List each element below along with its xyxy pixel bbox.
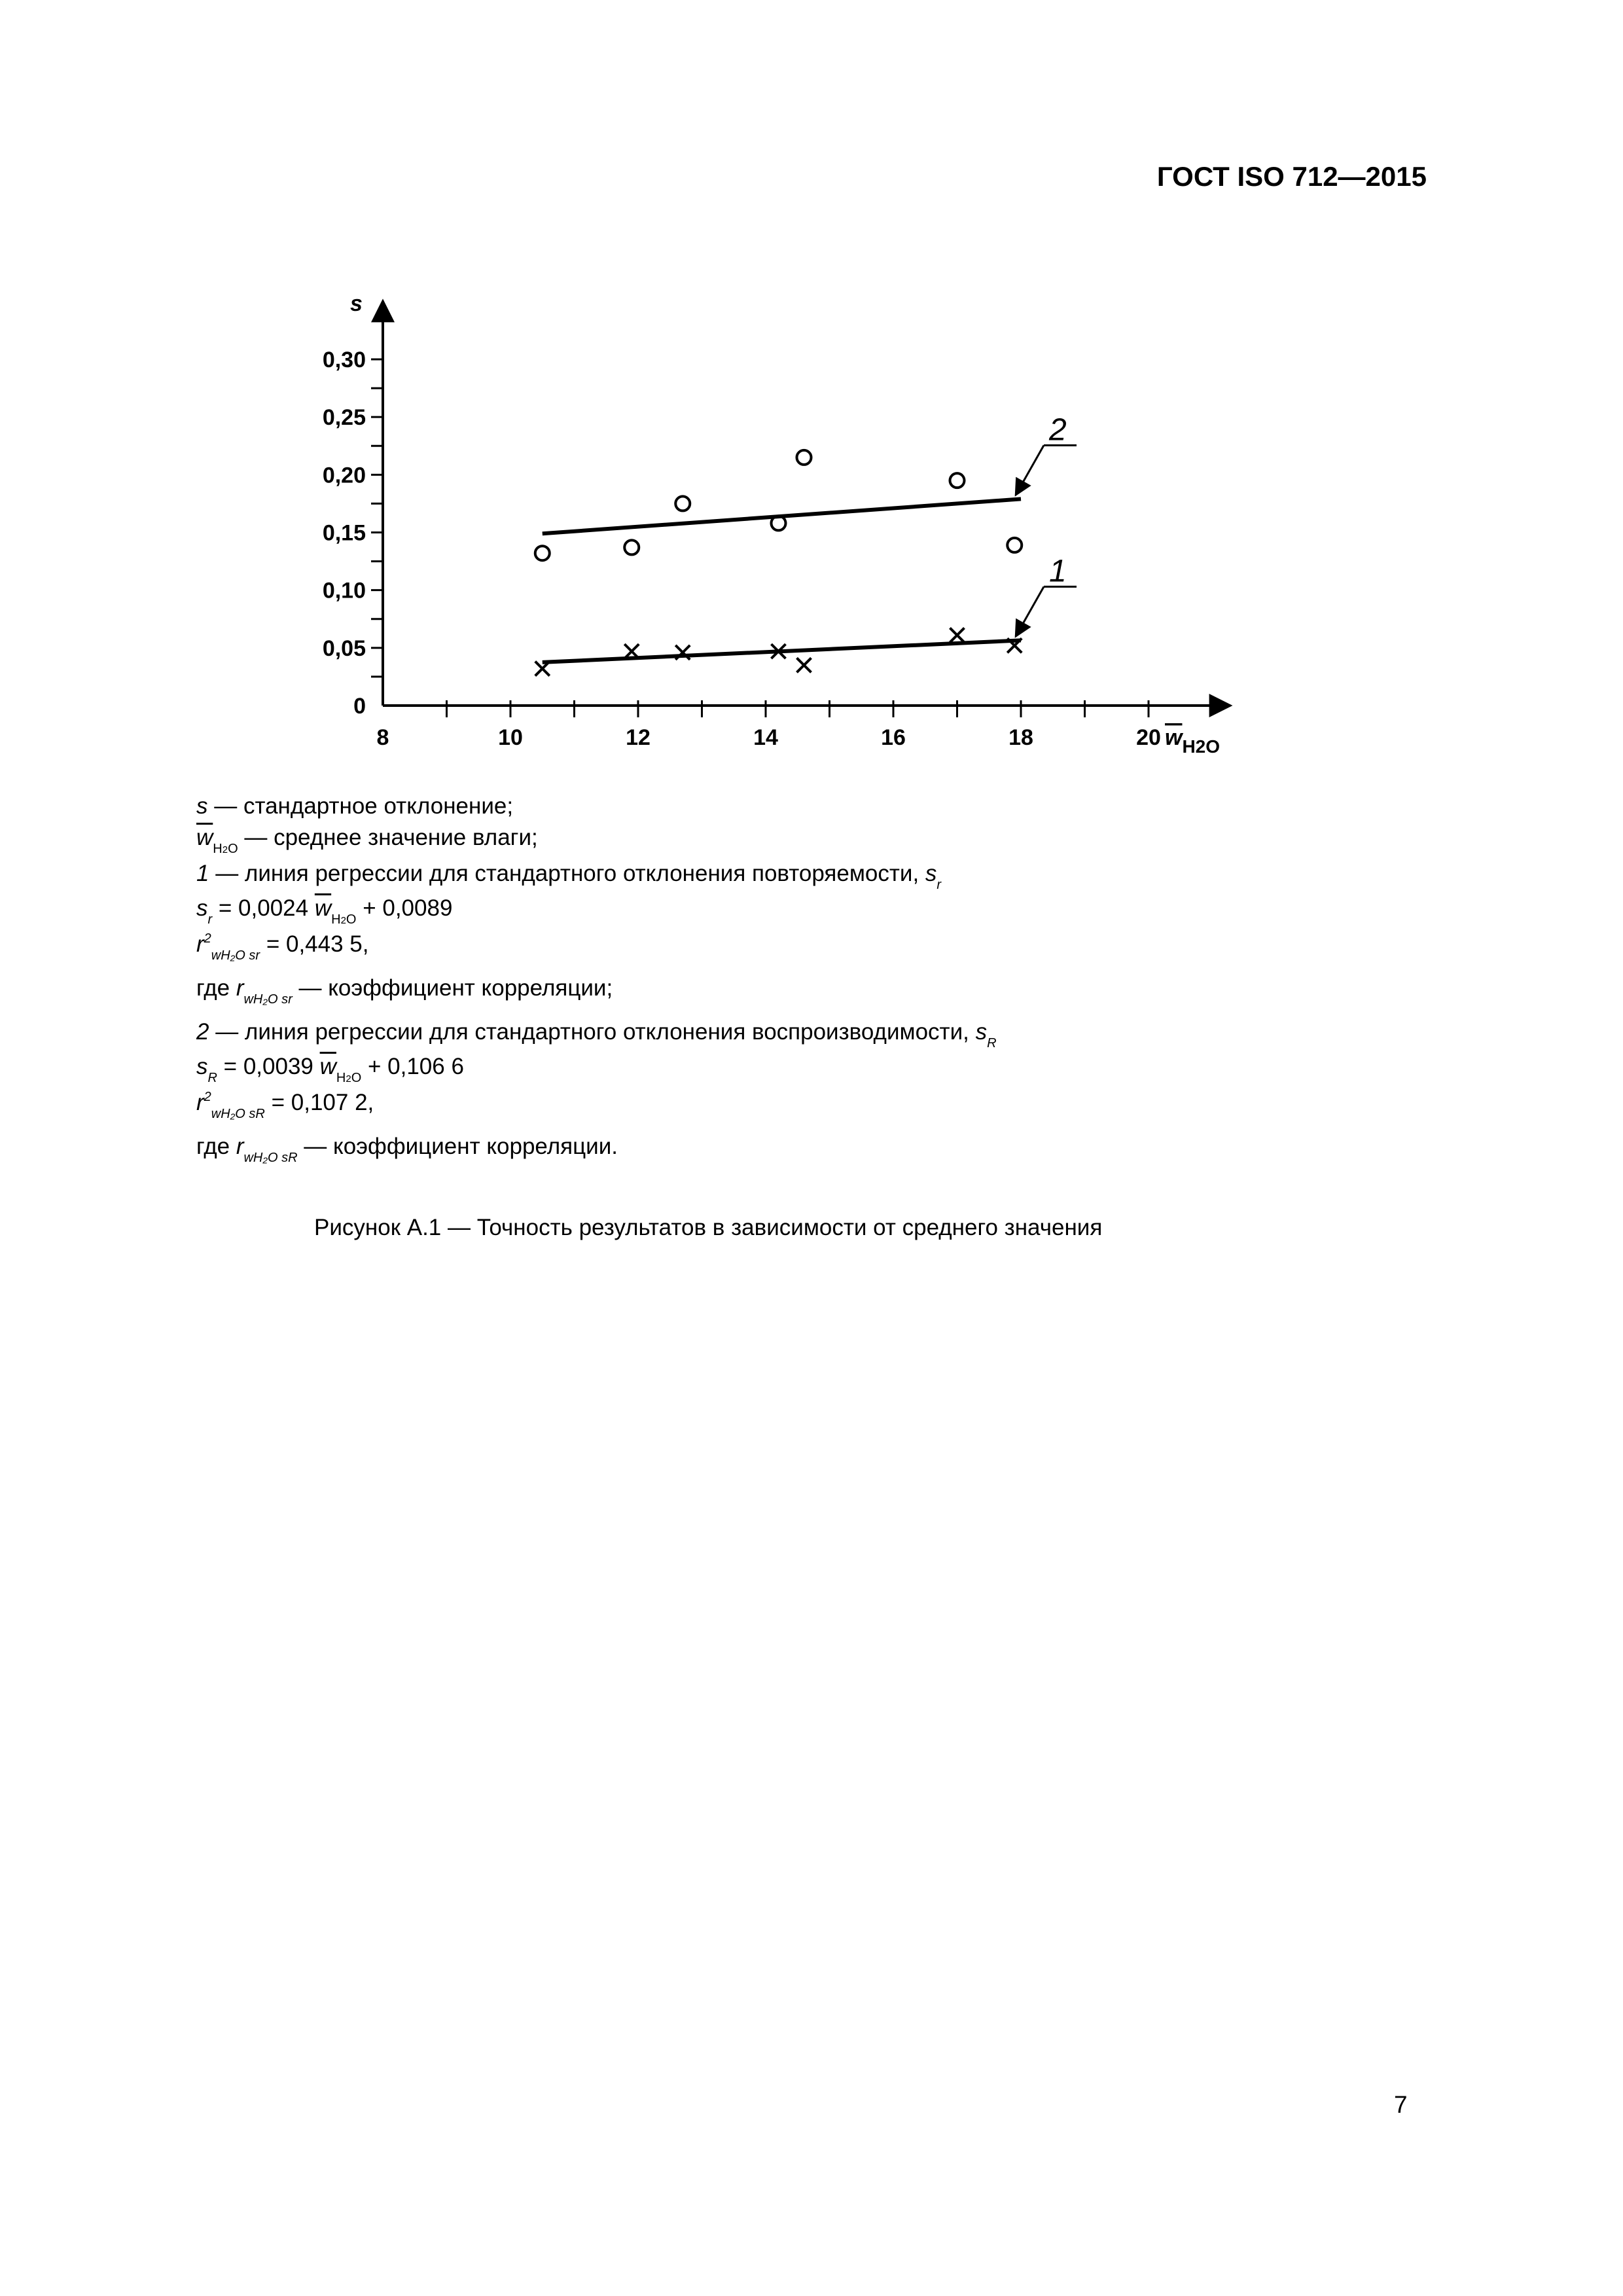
y-tick-label: 0,15 <box>322 520 366 546</box>
y-tick-label: 0,05 <box>322 636 366 661</box>
x-tick-label: 18 <box>1008 725 1033 750</box>
x-axis-label-sub: H2O <box>1182 736 1221 757</box>
regression-label-2: 2 <box>1049 412 1067 448</box>
chart-axes <box>383 301 1230 706</box>
legend-gde-2: где $r_{wH_2O sR}$ — коэффициент корреляции. <box>196 1134 618 1165</box>
data-point-circle <box>1007 538 1022 552</box>
y-axis-label: s <box>350 291 363 316</box>
x-tick-label: 8 <box>376 725 389 750</box>
y-tick-label: 0 <box>353 694 366 719</box>
leader-arrow <box>1016 445 1044 495</box>
legend-line-2: 2 — линия регрессии для стандартного отклонения воспроизводимости, $s_R$ <box>196 1019 997 1050</box>
regression-line-1 <box>543 640 1021 662</box>
x-tick-label: 20 <box>1136 725 1161 750</box>
legend-line-1: 1 — линия регрессии для стандартного отклонения повторяемости, $s_r$ <box>196 861 942 892</box>
data-point-cross <box>950 628 965 642</box>
legend-eq-1: $s_r = 0,0024$ $\overline{w}_{H2O} + 0,0089$ <box>196 895 453 927</box>
document-header: ГОСТ ISO 712—2015 <box>1156 161 1427 192</box>
legend-r2-1: $r^2_{wH_2O sr} = 0,443$ 5, <box>196 931 369 963</box>
chart-ticks <box>323 348 1161 750</box>
regression-label-1: 1 <box>1049 554 1067 589</box>
leader-arrow <box>1016 586 1044 636</box>
data-point-circle <box>675 496 690 511</box>
y-tick-label: 0,25 <box>322 405 366 431</box>
data-point-circle <box>535 546 550 560</box>
data-point-circle <box>624 540 639 554</box>
data-point-circle <box>797 450 812 465</box>
legend-w: $\overline{w}_{H2O}$ — среднее значение влаги; <box>196 825 538 856</box>
data-point-circle <box>950 473 965 488</box>
figure-legend <box>196 791 1309 1166</box>
x-tick-label: 10 <box>498 725 523 750</box>
x-tick-label: 16 <box>881 725 906 750</box>
x-tick-label: 12 <box>626 725 651 750</box>
legend-gde-1: где $r_{wH_2O sr}$ — коэффициент корреляции; <box>196 975 613 1007</box>
y-tick-label: 0,20 <box>322 463 366 488</box>
figure-caption: Рисунок А.1 — Точность результатов в зависимости от среднего значения <box>314 1215 1103 1240</box>
y-tick-label: 0,30 <box>322 348 366 372</box>
regression-lines <box>543 412 1077 662</box>
page-number: 7 <box>1394 2091 1408 2118</box>
x-axis-label <box>1165 725 1220 757</box>
y-tick-label: 0,10 <box>322 578 366 603</box>
legend-r2-2: $r^2_{wH_2O sR} = 0,107$ 2, <box>196 1090 374 1121</box>
data-point-cross <box>797 658 812 672</box>
precision-chart <box>0 0 1623 785</box>
x-tick-label: 14 <box>753 725 778 750</box>
legend-s: s — стандартное отклонение; <box>196 793 514 819</box>
legend-eq-2: $s_R = 0,0039$ $\overline{w}_{H2O} + 0,106$ 6 <box>196 1054 464 1085</box>
x-axis-label-var: w <box>1165 725 1183 750</box>
